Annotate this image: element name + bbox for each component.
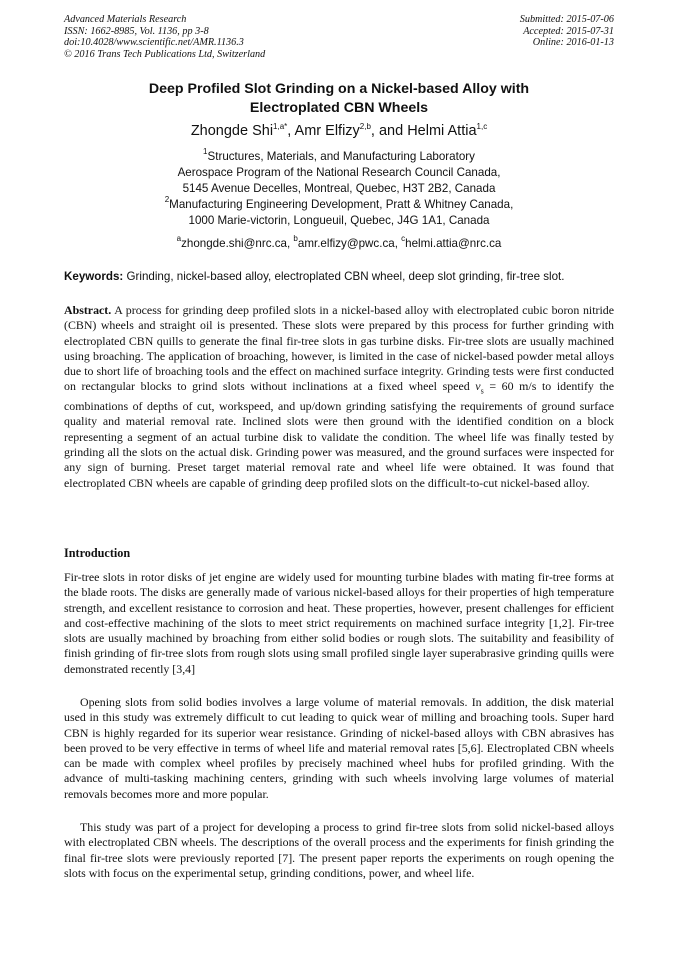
issn-line: ISSN: 1662-8985, Vol. 1136, pp 3-8 bbox=[64, 25, 209, 37]
submitted-date: Submitted: 2015-07-06 bbox=[519, 14, 614, 25]
wheel-speed-subscript: s bbox=[480, 386, 484, 396]
affiliation-text: Structures, Materials, and Manufacturing Laboratory bbox=[207, 150, 475, 163]
author-affiliation-mark: 2,b bbox=[359, 122, 371, 131]
affiliation-line: 5145 Avenue Decelles, Montreal, Quebec, H3T 2B2, Canada bbox=[182, 182, 496, 195]
abstract-text: = 60 m/s to identify the combinations of depths of cut, workspeed, and up/down grinding satisfying the requirements of ground surface quality and material removal rate. Inclined slots were then ground with the identified condition on a block representing a segment of an actual turbine disk to validate the condition. The wheel life was finally tested by grinding all the slots on the actual disk. Grinding power was measured, and the ground surfaces were inspected for any sign of burning. Preset target material removal rate and wheel life were obtained. It was found that electroplated CBN wheels are capable of grinding deep profiled slots on the difficult-to-cut nickel-based alloy. bbox=[64, 379, 615, 490]
keywords bbox=[64, 269, 624, 285]
affiliation-2 bbox=[64, 197, 614, 229]
affiliation-line bbox=[64, 197, 614, 213]
email-mark: a bbox=[176, 234, 182, 243]
author-separator: , bbox=[287, 123, 295, 139]
affiliation-line bbox=[64, 149, 614, 165]
affiliation-line: 1000 Marie-victorin, Longueuil, Quebec, J4G 1A1, Canada bbox=[188, 214, 490, 227]
paper-title bbox=[64, 80, 614, 118]
author-separator: , and bbox=[370, 123, 408, 139]
wheel-speed-symbol: v bbox=[475, 379, 481, 394]
abstract bbox=[64, 303, 614, 491]
author-name: Helmi Attia bbox=[407, 123, 477, 139]
email-mark: b bbox=[293, 234, 298, 243]
title-line-2: Electroplated CBN Wheels bbox=[249, 100, 429, 116]
copyright-line: © 2016 Trans Tech Publications Ltd, Switzerland bbox=[64, 48, 266, 60]
journal-info bbox=[64, 14, 265, 60]
author-name: Amr Elfizy bbox=[294, 123, 360, 139]
keywords-label: Keywords: bbox=[64, 270, 124, 283]
email-address[interactable]: helmi.attia@nrc.ca bbox=[405, 237, 502, 250]
author-name: Zhongde Shi bbox=[190, 123, 274, 139]
doi-line: doi:10.4028/www.scientific.net/AMR.1136.3 bbox=[64, 37, 244, 49]
intro-paragraph-2: Opening slots from solid bodies involves a large volume of material removals. In addition, the disk material used in this study was extremely difficult to cut leading to quick wear of milling and broaching tools. Super hard CBN is highly regarded for its superior wear resistance. Grinding of nickel-based alloys with CBN abrasives has been proved to be very effective in terms of wheel life and material removal rates [5,6]. Electroplated CBN wheels can be made with complex wheel profiles by precisely machined wheel hubs for profiled grinding. With the advance of multi-tasking machining centers, grinding with such wheels involving large volumes of material removals becomes more and more popular. bbox=[64, 695, 614, 801]
affiliation-mark: 1 bbox=[203, 147, 208, 156]
keywords-text: Grinding, nickel-based alloy, electroplated CBN wheel, deep slot grinding, fir-tree slot. bbox=[123, 270, 565, 283]
title-line-1: Deep Profiled Slot Grinding on a Nickel-based Alloy with bbox=[148, 81, 530, 97]
affiliation-1 bbox=[64, 149, 614, 197]
submission-dates bbox=[520, 14, 614, 49]
accepted-date: Accepted: 2015-07-31 bbox=[523, 25, 614, 37]
email-separator: , bbox=[394, 237, 402, 250]
email-separator: , bbox=[286, 237, 294, 250]
section-heading-introduction: Introduction bbox=[64, 546, 131, 560]
affiliation-text: Manufacturing Engineering Development, Pratt & Whitney Canada, bbox=[169, 198, 514, 211]
online-date: Online: 2016-01-13 bbox=[532, 37, 614, 49]
abstract-label: Abstract. bbox=[64, 303, 112, 317]
author-emails bbox=[64, 236, 614, 252]
author-affiliation-mark: 1,a* bbox=[273, 122, 288, 131]
intro-paragraph-1: Fir-tree slots in rotor disks of jet engine are widely used for mounting turbine blades with mating fir-tree forms at the blade roots. The disks are generally made of various nickel-based alloys for their properties of high temperature strength, and excellent resistance to corrosion and heat. These properties, however, present challenges for efficient and cost-effective machining of the slots to meet strict requirements on machined surface integrity [1,2]. Fir-tree slots are usually machined by broaching from either solid bodies or rough slots. The suitability and feasibility of finish grinding of fir-tree slots from rough slots using small profiled single layer superabrasive grinding quills were demonstrated recently [3,4] bbox=[64, 570, 614, 676]
author-list bbox=[64, 122, 614, 140]
email-address[interactable]: amr.elfizy@pwc.ca bbox=[297, 237, 395, 250]
email-mark: c bbox=[401, 234, 406, 243]
author-affiliation-mark: 1,c bbox=[476, 122, 488, 131]
intro-paragraph-3: This study was part of a project for developing a process to grind fir-tree slots from solid nickel-based alloys with electroplated CBN wheels. The descriptions of the overall process and the experiments for finish grinding the final fir-tree slots were previously reported [7]. The present paper reports the experiments on rough opening the slots with focus on the experimental setup, grinding conditions, power, and wheel life. bbox=[64, 820, 614, 880]
email-address[interactable]: zhongde.shi@nrc.ca bbox=[181, 237, 287, 250]
journal-name: Advanced Materials Research bbox=[64, 14, 187, 25]
affiliation-mark: 2 bbox=[164, 195, 170, 204]
affiliation-line: Aerospace Program of the National Research Council Canada, bbox=[177, 166, 501, 179]
abstract-text: A process for grinding deep profiled slots in a nickel-based alloy with electroplated cubic boron nitride (CBN) wheels and straight oil is presented. These slots were prepared by this process for further grinding with electroplated CBN quills to generate the final fir-tree slots in gas turbine disks. Fir-tree slots are usually machined using broaching. The application of broaching, however, is limited in the case of nickel-based powder metal alloys due to short life of broaching tools and the effect on machined surface integrity. Grinding tests were first conducted on rectangular blocks to grind slots without inclinations at a fixed wheel speed bbox=[64, 303, 614, 394]
